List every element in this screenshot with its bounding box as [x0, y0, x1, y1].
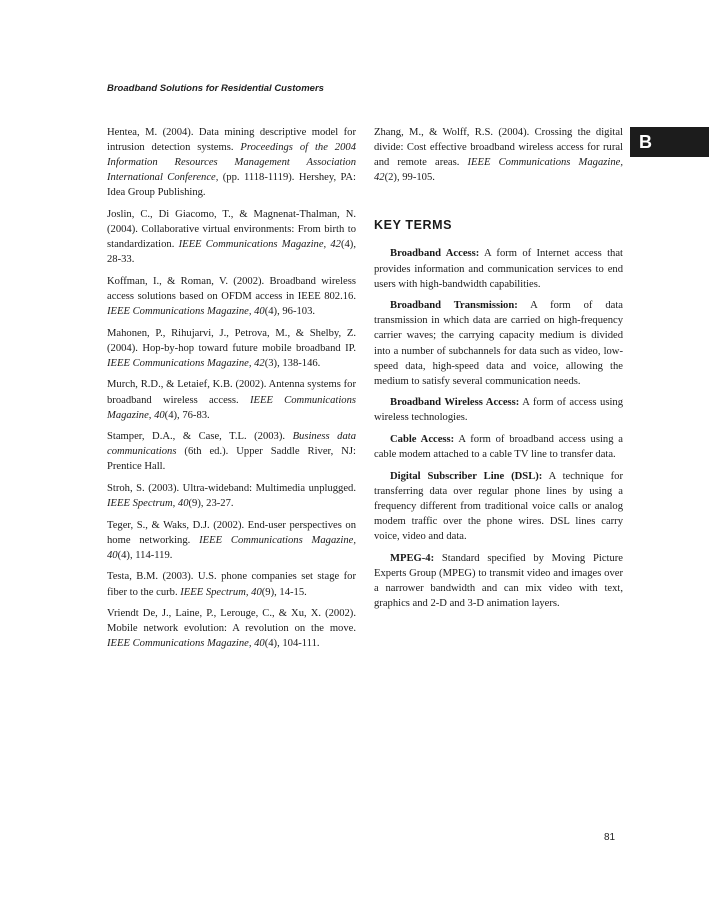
key-term-definition: Cable Access: A form of broadband access using a cable modem attached to a cable TV line to transfer data.: [374, 434, 623, 461]
reference-entry: Zhang, M., & Wolff, R.S. (2004). Crossing the digital divide: Cost effective broadband wireless access for rural and remote areas. IEEE Communications Magazine, 42(2), 99-105.: [374, 127, 623, 184]
key-term-name: MPEG-4:: [390, 552, 435, 564]
key-term-definition: Broadband Access: A form of Internet access that provides information and communication services to end users with high-bandwidth capabilities.: [374, 248, 623, 290]
right-column: [374, 125, 623, 618]
reference-entry: Stamper, D.A., & Case, T.L. (2003). Business data communications (6th ed.). Upper Saddle River, NJ: Prentice Hall.: [107, 431, 356, 473]
key-term-name: Broadband Access:: [390, 248, 480, 260]
page-number: 81: [604, 832, 616, 843]
key-term-name: Broadband Wireless Access:: [390, 397, 520, 409]
key-term-definition: Digital Subscriber Line (DSL): A technique for transferring data over regular phone lines by using a frequency different from traditional voice calls or analog modem traffic over the phone wires. DSL lines carry voice, video and data.: [374, 470, 623, 543]
reference-entry: Koffman, I., & Roman, V. (2002). Broadband wireless access solutions based on OFDM access in IEEE 802.16. IEEE Communications Magazine, 40(4), 96-103.: [107, 275, 356, 318]
section-tab-letter: B: [630, 127, 709, 157]
key-term-name: Digital Subscriber Line (DSL):: [390, 470, 543, 482]
reference-entry: Hentea, M. (2004). Data mining descriptive model for intrusion detection systems. Proceedings of the 2004 Information Resources Management Association International Conference, (pp. 1118-1119). Hershey, PA: Idea Group Publishing.: [107, 127, 356, 199]
key-term-definition: MPEG-4: Standard specified by Moving Picture Experts Group (MPEG) to transmit video and images over a narrower bandwidth and can mix video with text, graphics and 2-D and 3-D animation layers.: [374, 552, 623, 609]
reference-entry: Joslin, C., Di Giacomo, T., & Magnenat-Thalman, N. (2004). Collaborative virtual environments: From birth to standardization. IEEE Communications Magazine, 42(4), 28-33.: [107, 208, 356, 266]
reference-entry: Stroh, S. (2003). Ultra-wideband: Multimedia unplugged. IEEE Spectrum, 40(9), 23-27.: [107, 482, 356, 510]
reference-entry: Murch, R.D., & Letaief, K.B. (2002). Antenna systems for broadband wireless access. IEEE Communications Magazine, 40(4), 76-83.: [107, 379, 356, 421]
key-term-name: Broadband Transmission:: [390, 300, 518, 312]
reference-entry: Testa, B.M. (2003). U.S. phone companies set stage for fiber to the curb. IEEE Spectrum, 40(9), 14-15.: [107, 571, 356, 598]
running-header: Broadband Solutions for Residential Customers: [107, 83, 324, 94]
reference-entry: Mahonen, P., Rihujarvi, J., Petrova, M., & Shelby, Z. (2004). Hop-by-hop toward future mobile broadband IP. IEEE Communications Magazine, 42(3), 138-146.: [107, 327, 356, 369]
key-term-name: Cable Access:: [390, 434, 455, 445]
key-term-definition: Broadband Wireless Access: A form of access using wireless technologies.: [374, 397, 623, 424]
references-left-column: [107, 125, 356, 658]
reference-entry: Teger, S., & Waks, D.J. (2002). End-user perspectives on home networking. IEEE Communications Magazine, 40(4), 114-119.: [107, 519, 356, 561]
reference-entry: Vriendt De, J., Laine, P., Lerouge, C., & Xu, X. (2002). Mobile network evolution: A revolution on the move. IEEE Communications Magazine, 40(4), 104-111.: [107, 608, 356, 650]
key-terms-heading: KEY TERMS: [374, 218, 453, 233]
key-term-definition: Broadband Transmission: A form of data transmission in which data are carried on high-frequency carrier waves; the carrying capacity medium is divided into a number of subchannels for data such as video, low-speed data, high-speed data and voice, allowing the medium to satisfy several communication needs.: [374, 300, 623, 387]
